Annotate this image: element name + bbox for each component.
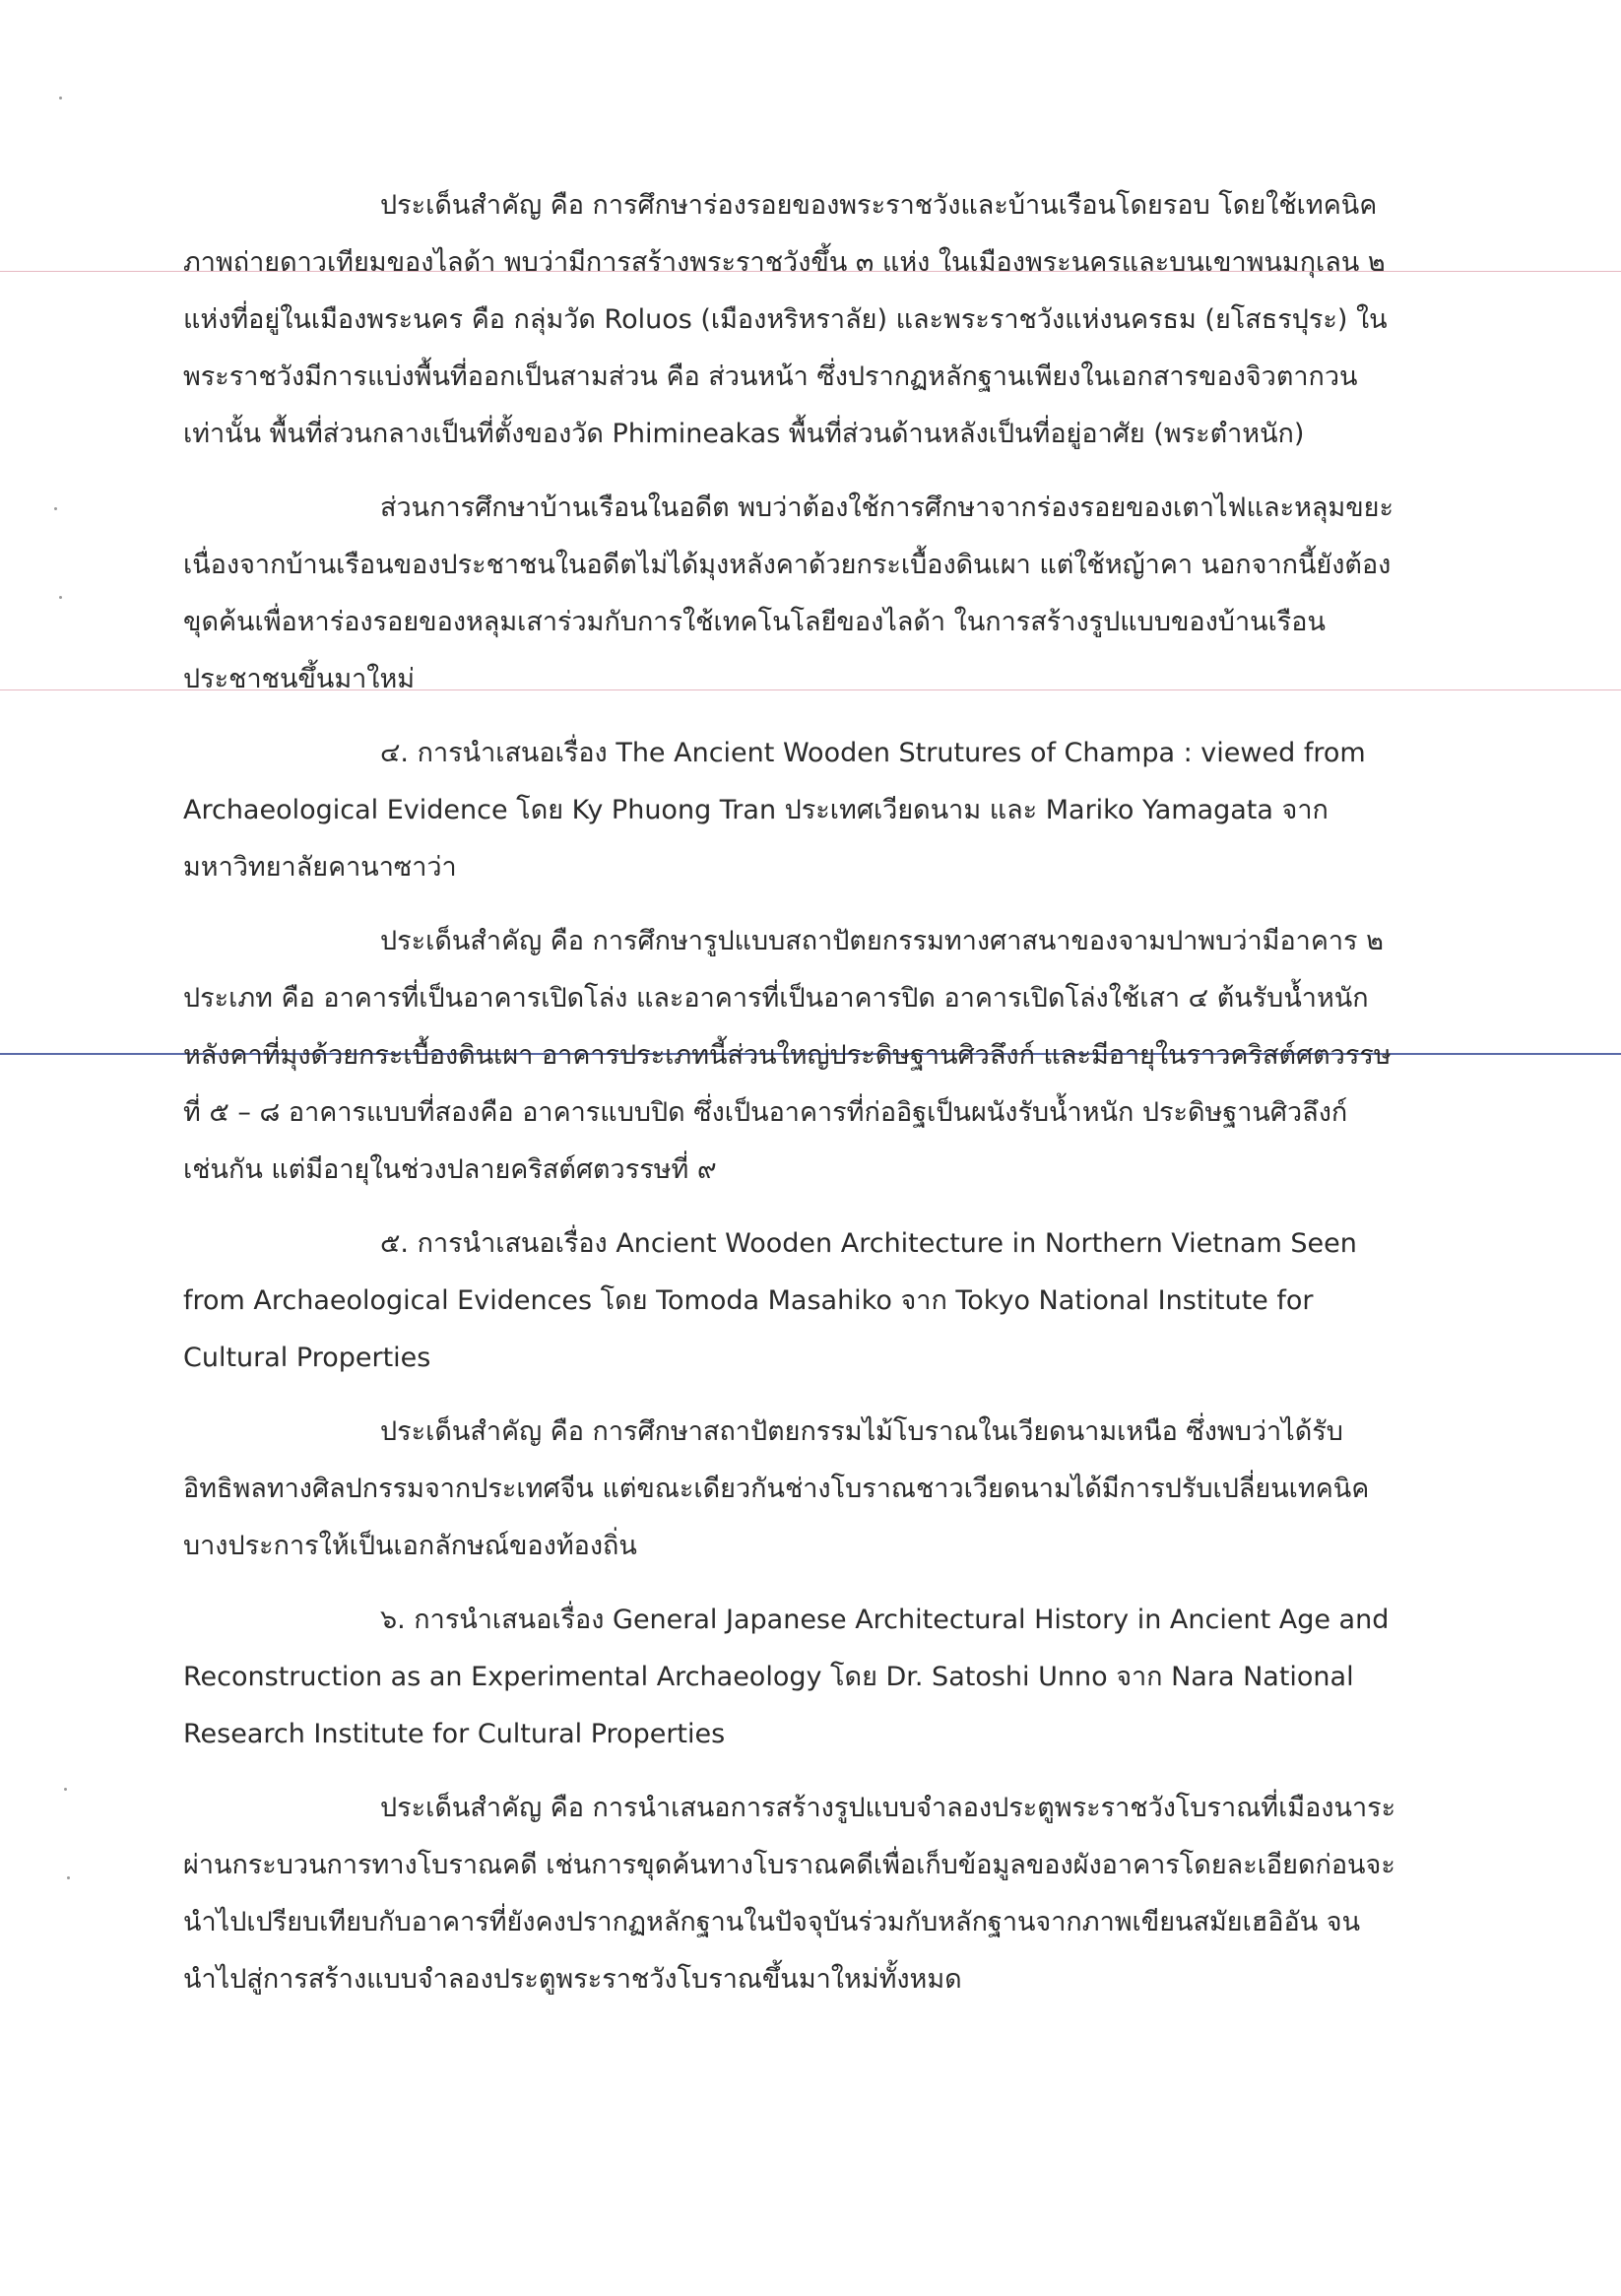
text-line: ที่ ๕ – ๘ อาคารแบบที่สองคือ อาคารแบบปิด ซึ่งเป็นอาคารที่ก่ออิฐเป็นผนังรับน้ำหนัก ประดิษฐานศิวลึงก์ [183,1097,1348,1128]
text-line: ส่วนการศึกษาบ้านเรือนในอดีต พบว่าต้องใช้การศึกษาจากร่องรอยของเตาไฟและหลุมขยะ [380,492,1394,523]
paragraph [183,480,1394,708]
text-line: เนื่องจากบ้านเรือนของประชาชนในอดีตไม่ได้มุงหลังคาด้วยกระเบื้องดินเผา แต่ใช้หญ้าคา นอกจากนี้ยังต้อง [183,550,1392,580]
text-line: ประเด็นสำคัญ คือ การนำเสนอการสร้างรูปแบบจำลองประตูพระราชวังโบราณที่เมืองนาระ [380,1793,1396,1823]
scan-speck [54,507,57,510]
paragraph [183,1592,1394,1763]
text-line: พระราชวังมีการแบ่งพื้นที่ออกเป็นสามส่วน คือ ส่วนหน้า ซึ่งปรากฏหลักฐานเพียงในเอกสารของจิวตากวน [183,361,1358,392]
scan-speck [59,97,62,99]
paragraph [183,1215,1394,1387]
paragraph [183,725,1394,896]
text-line: ประเภท คือ อาคารที่เป็นอาคารเปิดโล่ง และอาคารที่เป็นอาคารปิด อาคารเปิดโล่งใช้เสา ๔ ต้นรับน้ำหนัก [183,983,1369,1014]
text-line: เช่นกัน แต่มีอายุในช่วงปลายคริสต์ศตวรรษที่ ๙ [183,1154,717,1185]
text-line: เท่านั้น พื้นที่ส่วนกลางเป็นที่ตั้งของวัด Phimineakas พื้นที่ส่วนด้านหลังเป็นที่อยู่อาศัย (พระตำหนัก) [183,419,1305,449]
text-line: นำไปเปรียบเทียบกับอาคารที่ยังคงปรากฏหลักฐานในปัจจุบันร่วมกับหลักฐานจากภาพเขียนสมัยเฮอิอัน จน [183,1907,1361,1937]
text-line: ๔. การนำเสนอเรื่อง The Ancient Wooden Strutures of Champa : viewed from [380,738,1366,768]
text-line: หลังคาที่มุงด้วยกระเบื้องดินเผา อาคารประเภทนี้ส่วนใหญ่ประดิษฐานศิวลึงก์ และมีอายุในราวคริสต์ศตวรรษ [183,1040,1392,1071]
text-line: ผ่านกระบวนการทางโบราณคดี เช่นการขุดค้นทางโบราณคดีเพื่อเก็บข้อมูลของผังอาคารโดยละเอียดก่อนจะ [183,1850,1395,1880]
text-line: ๕. การนำเสนอเรื่อง Ancient Wooden Architecture in Northern Vietnam Seen [380,1228,1357,1259]
scan-speck [59,596,62,599]
paragraph [183,1780,1394,2008]
paragraph [183,1404,1394,1575]
text-line: Reconstruction as an Experimental Archaeology โดย Dr. Satoshi Unno จาก Nara National [183,1662,1354,1692]
body-text [183,177,1394,2025]
paragraph [183,913,1394,1199]
text-line: ประเด็นสำคัญ คือ การศึกษาร่องรอยของพระราชวังและบ้านเรือนโดยรอบ โดยใช้เทคนิค [380,190,1378,221]
scan-speck [67,1876,70,1879]
text-line: Cultural Properties [183,1343,431,1373]
text-line: from Archaeological Evidences โดย Tomoda Masahiko จาก Tokyo National Institute for [183,1285,1314,1316]
text-line: Research Institute for Cultural Properties [183,1719,726,1749]
text-line: อิทธิพลทางศิลปกรรมจากประเทศจีน แต่ขณะเดียวกันช่างโบราณชาวเวียดนามได้มีการปรับเปลี่ยนเทคนิค [183,1474,1370,1504]
text-line: ประเด็นสำคัญ คือ การศึกษาสถาปัตยกรรมไม้โบราณในเวียดนามเหนือ ซึ่งพบว่าได้รับ [380,1416,1343,1447]
text-line: ๖. การนำเสนอเรื่อง General Japanese Architectural History in Ancient Age and [380,1605,1390,1635]
text-line: ภาพถ่ายดาวเทียมของไลด้า พบว่ามีการสร้างพระราชวังขึ้น ๓ แห่ง ในเมืองพระนครและบนเขาพนมกุเลน ๒ [183,247,1386,278]
text-line: บางประการให้เป็นเอกลักษณ์ของท้องถิ่น [183,1531,637,1561]
scan-speck [64,1788,67,1791]
text-line: แห่งที่อยู่ในเมืองพระนคร คือ กลุ่มวัด Roluos (เมืองหริหราลัย) และพระราชวังแห่งนครธม (ยโสธรปุระ) ใน [183,304,1388,335]
text-line: มหาวิทยาลัยคานาซาว่า [183,852,457,883]
text-line: ประเด็นสำคัญ คือ การศึกษารูปแบบสถาปัตยกรรมทางศาสนาของจามปาพบว่ามีอาคาร ๒ [380,926,1384,956]
paragraph [183,177,1394,463]
text-line: นำไปสู่การสร้างแบบจำลองประตูพระราชวังโบราณขึ้นมาใหม่ทั้งหมด [183,1964,962,1995]
text-line: Archaeological Evidence โดย Ky Phuong Tran ประเทศเวียดนาม และ Mariko Yamagata จาก [183,795,1329,825]
text-line: ขุดค้นเพื่อหาร่องรอยของหลุมเสาร่วมกับการใช้เทคโนโลยีของไลด้า ในการสร้างรูปแบบของบ้านเรือน [183,607,1326,637]
text-line: ประชาชนขึ้นมาใหม่ [183,664,416,694]
